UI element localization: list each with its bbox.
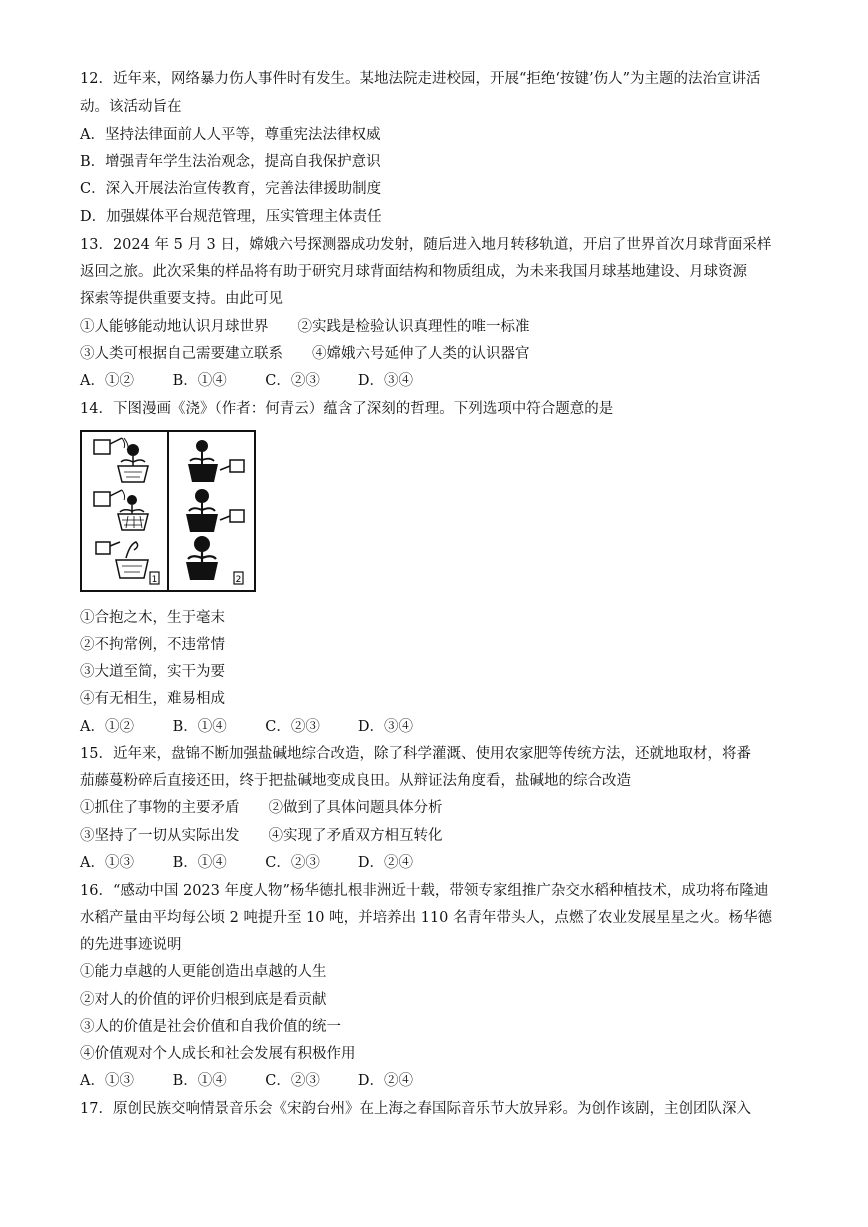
- q14-choice-a: A．①②: [80, 719, 134, 735]
- q12-stem-line1: 12．近年来，网络暴力伤人事件时有发生。某地法院走进校园，开展“拒绝‘按键’伤人”为主题的法治宣讲活: [80, 71, 761, 87]
- q16-choice-a: A．①③: [80, 1073, 134, 1089]
- q16-item-1: ①能力卓越的人更能创造出卓越的人生: [80, 964, 327, 980]
- right-panel-pot-top: [188, 440, 244, 482]
- q15-stem-line1: 15．近年来，盘锦不断加强盐碱地综合改造，除了科学灌溉、使用农家肥等传统方法，还就地取材，将番: [80, 746, 751, 762]
- q15-choice-d: D．②④: [357, 855, 413, 871]
- q14-choice-c: C．②③: [265, 719, 320, 735]
- q16-stem-line2: 水稻产量由平均每公顷 2 吨提升至 10 吨，并培养出 110 名青年带头人，点燃了农业发展星星之火。杨华德: [80, 910, 773, 926]
- q16-choice-c: C．②③: [265, 1073, 320, 1089]
- q14-item-3: ③大道至简，实干为要: [80, 664, 225, 680]
- q13-stem-line2: 返回之旅。此次采集的样品将有助于研究月球背面结构和物质组成，为未来我国月球基地建设、月球资源: [80, 264, 747, 280]
- left-panel-pot-top: [94, 438, 148, 482]
- q14-choice-d: D．③④: [357, 719, 413, 735]
- right-panel-pot-middle: [186, 489, 244, 532]
- q16-stem-line3: 的先进事迹说明: [80, 937, 182, 953]
- q16-choices: [80, 1072, 413, 1090]
- q13-choice-b: B．①④: [172, 373, 227, 389]
- q15-choices: [80, 854, 413, 872]
- q13-stem-line3: 探索等提供重要支持。由此可见: [80, 291, 283, 307]
- panel-label-2: 2: [235, 575, 242, 585]
- q17-stem-line1: 17．原创民族交响情景音乐会《宋韵台州》在上海之春国际音乐节大放异彩。为创作该剧，主创团队深入: [80, 1101, 751, 1117]
- q16-choice-b: B．①④: [172, 1073, 227, 1089]
- q15-items-row1: ①抓住了事物的主要矛盾 ②做到了具体问题具体分析: [80, 800, 443, 816]
- q12-option-a: A．坚持法律面前人人平等，尊重宪法法律权威: [80, 127, 381, 143]
- q16-item-2: ②对人的价值的评价归根到底是看贡献: [80, 992, 327, 1008]
- q13-choice-a: A．①②: [80, 373, 134, 389]
- q12-stem-line2: 动。该活动旨在: [80, 99, 182, 115]
- q13-choices: [80, 372, 413, 390]
- left-panel-pot-middle: [94, 490, 148, 530]
- q14-choices: [80, 718, 413, 736]
- q13-choice-c: C．②③: [265, 373, 320, 389]
- right-panel-pot-bottom: [186, 536, 218, 580]
- q13-stem-line1: 13．2024 年 5 月 3 日，嫦娥六号探测器成功发射，随后进入地月转移轨道，开启了世界首次月球背面采样: [80, 237, 772, 253]
- q16-item-4: ④价值观对个人成长和社会发展有积极作用: [80, 1046, 356, 1062]
- q12-option-c: C．深入开展法治宣传教育，完善法律援助制度: [80, 181, 382, 197]
- q12-option-d: D．加强媒体平台规范管理，压实管理主体责任: [80, 209, 382, 225]
- q14-item-4: ④有无相生，难易相成: [80, 691, 225, 707]
- comic-drawing: [82, 432, 254, 590]
- q14-item-2: ②不拘常例，不违常情: [80, 637, 225, 653]
- left-panel-pot-bottom: [96, 542, 148, 578]
- q15-stem-line2: 茄藤蔓粉碎后直接还田，终于把盐碱地变成良田。从辩证法角度看，盐碱地的综合改造: [80, 773, 631, 789]
- q16-item-3: ③人的价值是社会价值和自我价值的统一: [80, 1019, 341, 1035]
- q15-choice-c: C．②③: [265, 855, 320, 871]
- q16-stem-line1: 16．“感动中国 2023 年度人物”杨华德扎根非洲近十载，带领专家组推广杂交水稻种植技术，成功将布隆迪: [80, 883, 769, 899]
- q14-stem-line1: 14．下图漫画《浇》（作者：何青云）蕴含了深刻的哲理。下列选项中符合题意的是: [80, 401, 614, 417]
- q13-items-row2: ③人类可根据自己需要建立联系 ④嫦娥六号延伸了人类的认识器官: [80, 346, 530, 362]
- q14-item-1: ①合抱之木，生于毫末: [80, 610, 225, 626]
- q13-choice-d: D．③④: [357, 373, 413, 389]
- q16-choice-d: D．②④: [357, 1073, 413, 1089]
- q13-items-row1: ①人能够能动地认识月球世界 ②实践是检验认识真理性的唯一标准: [80, 319, 530, 335]
- q15-choice-a: A．①③: [80, 855, 134, 871]
- q14-choice-b: B．①④: [172, 719, 227, 735]
- panel-label-1: 1: [151, 575, 158, 585]
- q15-choice-b: B．①④: [172, 855, 227, 871]
- q15-items-row2: ③坚持了一切从实际出发 ④实现了矛盾双方相互转化: [80, 828, 443, 844]
- q12-option-b: B．增强青年学生法治观念，提高自我保护意识: [80, 154, 381, 170]
- comic-image: [80, 430, 256, 592]
